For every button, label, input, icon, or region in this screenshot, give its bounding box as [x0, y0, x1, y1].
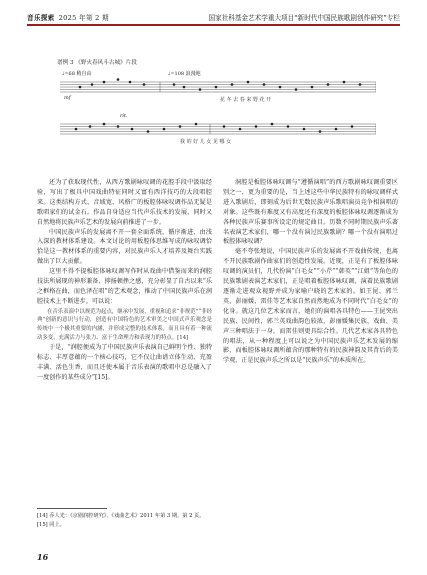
journal-title: 音乐探索	[27, 14, 55, 22]
column-title: 国家社科基金艺术学重大项目“新时代中国民族歌剧创作研究”专栏	[208, 14, 400, 22]
lyrics-line-1: 花 冬 去 春 来 野 花 开	[220, 97, 272, 103]
issue-label: 2025 年第 2 期	[58, 14, 109, 22]
dynamic-marking-1: mf	[64, 95, 71, 101]
paragraph: 于是，“润腔便成为了中国民族声乐表演自己鲜明个性、独特标志、丰厚意蕴的一个核心技巧，它不仅让曲谱立体生动、充盈丰满、活色生香，而且还使本属于音乐表演的歌唱中总是融入了一度创作的某些成分”[15]。	[37, 344, 212, 381]
paragraph: 还为了获取现代性，从西方歌剧咏叹调的花腔手段中汲取经验，写出了极具中国戏曲特征同时又富有西洋技巧的大段唱腔来。这类结构方式、音域宽、风格广的板腔体咏叹调作品无疑是歌唱家们的试金石。作品自身适应当代声乐技术的发展，同时又自然地将民族声乐艺术的发展向前推进了一步。	[37, 179, 212, 226]
journal-name	[27, 12, 109, 22]
page-number: 16	[37, 552, 49, 562]
paragraph: 中国民族声乐的发展离不开一套全面系统、循序渐进、由浅入深的教材体系建设。本文讨论的用板腔体思维写成的咏叹调恰恰是这一教材体系的重要内容，对民族声乐人才培养及舞台实践做出了巨大贡献。	[37, 228, 212, 266]
paragraph: 毫不夸张地说，中国民族声乐的发展离不开戏曲传统，也离不开民族歌剧作曲家们的创造性发展。近现，正是有了板腔体咏叹调的演员们，几代扮演“白毛女”“小芹”“韩英”“江姐”等角色的民族歌剧表演艺术家们，正是唱着板腔体咏叹调、演着民族歌剧逐渐走进观众视野并成为家喻户晓的艺术家的。如王昆、郭兰英、彭丽媛、雷佳等艺术家自然而然地成为不同时代“白毛女”的化身。就这几位艺术家而言，她们的演唱各具特色——王昆突出民族、民间性，郭兰英戏曲韵色较浓，彭丽媛集民族、戏曲、美声三种唱法于一身，而雷佳则更具综合性。几代艺术家各具特色的唱法，从一种程度上可以说之为中国民族声乐艺术发展的缩影，而板腔体咏叹调所蕴含的那种特有的民族神韵及其背后的美学观，正是民族声乐之所以是“民族声乐”的本质所在。	[223, 248, 398, 365]
paragraph: 这里不得不提板腔体咏叹调写作时从戏曲中借鉴而来的润腔技法所展现的神形兼备、抑扬顿挫之感，充分彰显了自古以来“乐之框格在曲，而色泽在唱”的艺术观念，推动了中国民族声乐在润腔技术上不断进步。可以说：	[37, 268, 212, 305]
music-score	[60, 68, 376, 168]
footnotes	[37, 512, 204, 530]
footnote-rule	[37, 508, 107, 509]
block-quote: 在音乐表演中以规范为起点，继承中发展，重视和追求“非规范”“非经典”创新的意识与行动，创造有中国特色的艺术审美之中国式声乐观念是传统中一个极其重要的内涵，并形成完整的技术体系，而且具有着一种流动多变、充满活力与张力、富于生命理力和表现力的特点。[14]	[37, 308, 212, 341]
page-header	[27, 12, 400, 24]
header-rule	[27, 24, 400, 26]
example-caption: 谱例 3 《野火春风斗古城》片段	[57, 60, 137, 66]
tempo-marking-2: ♩=108 浪漫地	[168, 71, 201, 77]
dynamic-marking-2: rit.	[120, 113, 128, 119]
footnote: [15] 同上。	[37, 522, 65, 528]
lyrics-line-2: 我 的 好 儿 女 见 哪 女	[180, 139, 232, 145]
paragraph: 洞腔是板腔体咏叹调与“遵循演唱”的西方歌剧咏叹调重要区别之一，更为重要的是，当上述这些中华民族特有的咏叹调样式进入歌剧后，即刻成为后世无数民族声乐歌唱演员竞争相演唱的对象。这些既有难度又有高度还有深度的板腔体咏叹调逐渐成为各种民族声乐赛事所设定的规定曲目。历数不同时期民族声乐著名表演艺术家们，哪一个没有演过民族歌剧？哪一个没有演唱过板腔体咏叹调？	[223, 179, 398, 246]
left-column	[37, 178, 212, 383]
footnote: [14] 乔人光：《京剧润腔研究》，《戏曲艺术》2011 年第 3 期，第 2 页。	[37, 513, 205, 519]
tempo-marking-1: ♩=68 稍自由	[62, 71, 92, 77]
right-column	[223, 178, 398, 366]
